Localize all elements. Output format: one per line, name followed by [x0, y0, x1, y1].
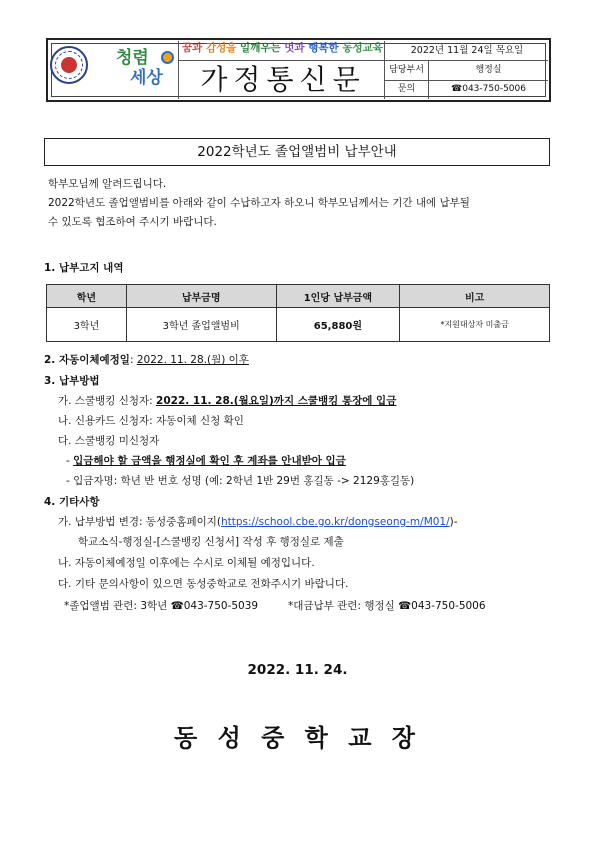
depositor-name-note: - 입금자명: 학년 반 번호 성명 (예: 2학년 1반 29번 홍길동 -> 2129홍길동) [66, 475, 415, 487]
issue-date: 2022년 11월 24일 목요일 [410, 45, 524, 56]
remark-cell: *지원대상자 미출금 [400, 308, 550, 342]
method-ga-deadline: 2022. 11. 28.(월요일)까지 스쿨뱅킹 통장에 입금 [156, 395, 397, 407]
section2-colon: : [129, 354, 137, 366]
principal-signature: 동 성 중 학 교 장 [174, 724, 421, 752]
table-header: 1인당 납부금액 [276, 285, 400, 308]
school-seal-icon [50, 46, 88, 84]
amount-cell: 65,880원 [276, 308, 400, 342]
slogan-part: 동성교육 [338, 42, 383, 54]
intro-text: 2022학년도 졸업앨범비를 아래와 같이 수납하고자 하오니 학부모님께서는 기간 내에 납부될 [48, 197, 470, 209]
fee-table [46, 284, 550, 342]
document-title: 2022학년도 졸업앨범비 납부안내 [44, 138, 550, 166]
table-header-row [47, 285, 550, 308]
dept-label: 담당부서 [389, 65, 424, 75]
section2-line [44, 352, 249, 367]
method-item-ga [58, 393, 396, 408]
intro-text: 수 있도록 협조하여 주시기 바랍니다. [48, 216, 217, 228]
slogan-part: 멋과 [280, 42, 305, 54]
logo-line1: 청렴 [116, 48, 149, 68]
slogan-part: 행복한 [304, 42, 339, 54]
method-item-na: 나. 신용카드 신청자: 자동이체 신청 확인 [58, 415, 244, 427]
slogan-part: 감성을 [202, 42, 237, 54]
section1-heading: 1. 납부고지 내역 [44, 262, 124, 274]
school-slogan [182, 40, 384, 58]
payment-contact: *대금납부 관련: 행정실 ☎043-750-5006 [288, 600, 486, 612]
other-item-da: 다. 기타 문의사항이 있으면 동성중학교로 전화주시기 바랍니다. [58, 578, 349, 590]
table-header: 비고 [400, 285, 550, 308]
header-divider [178, 41, 179, 99]
method-note [66, 453, 346, 468]
album-contact: *졸업앨범 관련: 3학년 ☎043-750-5039 [64, 600, 259, 612]
logo-line2: 세상 [130, 68, 163, 88]
contact-phone: ☎043-750-5006 [451, 84, 526, 94]
other-item-na: 나. 자동이체예정일 이후에는 수시로 이체될 예정입니다. [58, 557, 315, 569]
newsletter-title: 가정통신문 [200, 63, 366, 96]
other-item-ga-cont: 학교소식-행정실-[스쿨뱅킹 신청서] 작성 후 행정실로 제출 [78, 536, 344, 548]
footer-date: 2022. 11. 24. [247, 662, 348, 678]
dash: - [66, 455, 74, 467]
slogan-part: 일깨우는 [236, 42, 281, 54]
method-item-da: 다. 스쿨뱅킹 미신청자 [58, 435, 160, 447]
fee-name-cell: 3학년 졸업앨범비 [126, 308, 276, 342]
slogan-part: 꿈과 [182, 42, 203, 54]
other-item-ga [58, 514, 458, 529]
greeting: 학부모님께 알려드립니다. [48, 178, 167, 190]
deposit-instruction: 입금해야 할 금액을 행정실에 확인 후 계좌를 안내받아 입금 [73, 455, 346, 467]
method-ga-label: 가. 스쿨뱅킹 신청자: [58, 395, 157, 407]
sun-icon [161, 51, 174, 64]
contact-label: 문의 [397, 84, 416, 94]
integrity-logo [112, 48, 172, 92]
homepage-link[interactable]: https://school.cbe.go.kr/dongseong-m/M01/ [221, 516, 450, 528]
grade-cell: 3학년 [47, 308, 127, 342]
dept-value: 행정실 [475, 65, 502, 75]
section3-heading: 3. 납부방법 [44, 375, 100, 387]
other-ga-suffix: )- [449, 516, 458, 528]
section4-heading: 4. 기타사항 [44, 496, 100, 508]
section2-label: 2. 자동이체예정일 [44, 354, 130, 366]
other-ga-label: 가. 납부방법 변경: 동성중홈페이지( [58, 516, 221, 528]
table-row [47, 308, 550, 342]
table-header: 학년 [47, 285, 127, 308]
auto-transfer-date: 2022. 11. 28.(월) 이후 [136, 354, 249, 366]
table-header: 납부금명 [126, 285, 276, 308]
